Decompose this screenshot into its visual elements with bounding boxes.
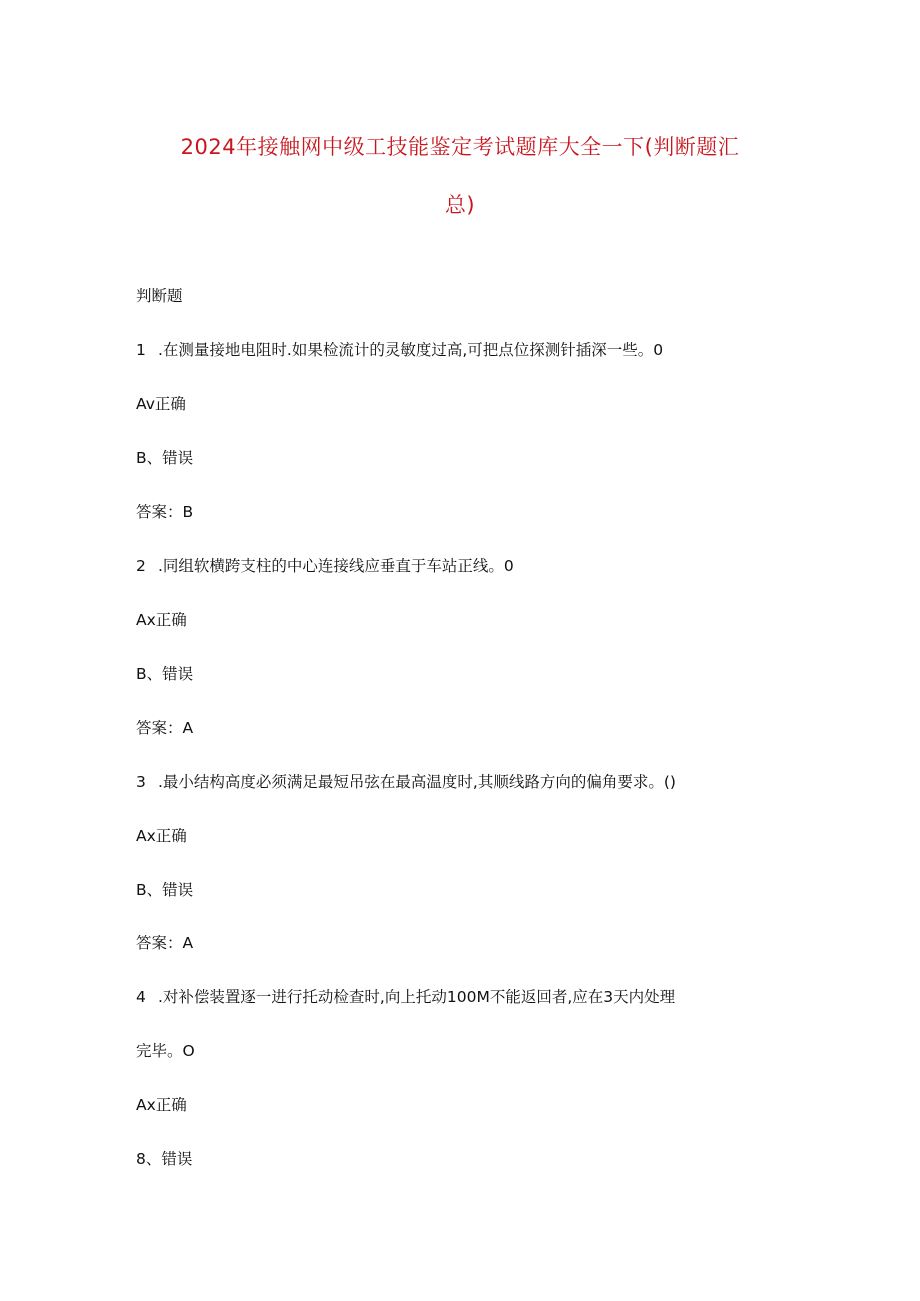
question-number: 3: [136, 773, 146, 791]
question-2-option-b: B、错误: [136, 665, 194, 683]
question-1-option-b: B、错误: [136, 449, 194, 467]
question-3: [136, 771, 676, 793]
question-4-option-a: Ax正确: [136, 1096, 187, 1114]
question-4: [136, 986, 675, 1008]
question-text: .在测量接地电阻时.如果检流计的灵敏度过高,可把点位探测针插深一些。0: [158, 341, 664, 359]
document-title-line-1: 2024年接触网中级工技能鉴定考试题库大全一下(判断题汇: [180, 135, 740, 159]
question-3-option-a: Ax正确: [136, 827, 187, 845]
question-2-answer: 答案：A: [136, 719, 194, 737]
question-2: [136, 555, 514, 577]
question-4-text-continued: 完毕。O: [136, 1042, 195, 1060]
question-1-option-a: Av正确: [136, 395, 186, 413]
question-number: 4: [136, 988, 146, 1006]
document-title-line-2: 总): [444, 193, 476, 217]
question-text: .同组软横跨支柱的中心连接线应垂直于车站正线。0: [158, 557, 514, 575]
question-1-answer: 答案：B: [136, 503, 194, 521]
question-3-answer: 答案：A: [136, 934, 194, 952]
question-text: .对补偿装置逐一进行托动检查时,向上托动100M不能返回者,应在3天内处理: [158, 988, 676, 1006]
question-text: .最小结构高度必须满足最短吊弦在最高温度时,其顺线路方向的偏角要求。(): [158, 773, 676, 791]
question-1: [136, 339, 663, 361]
question-number: 1: [136, 341, 146, 359]
question-2-option-a: Ax正确: [136, 611, 187, 629]
question-number: 2: [136, 557, 146, 575]
section-heading: 判断题: [136, 287, 183, 305]
question-4-option-b: 8、错误: [136, 1150, 193, 1168]
question-3-option-b: B、错误: [136, 881, 194, 899]
